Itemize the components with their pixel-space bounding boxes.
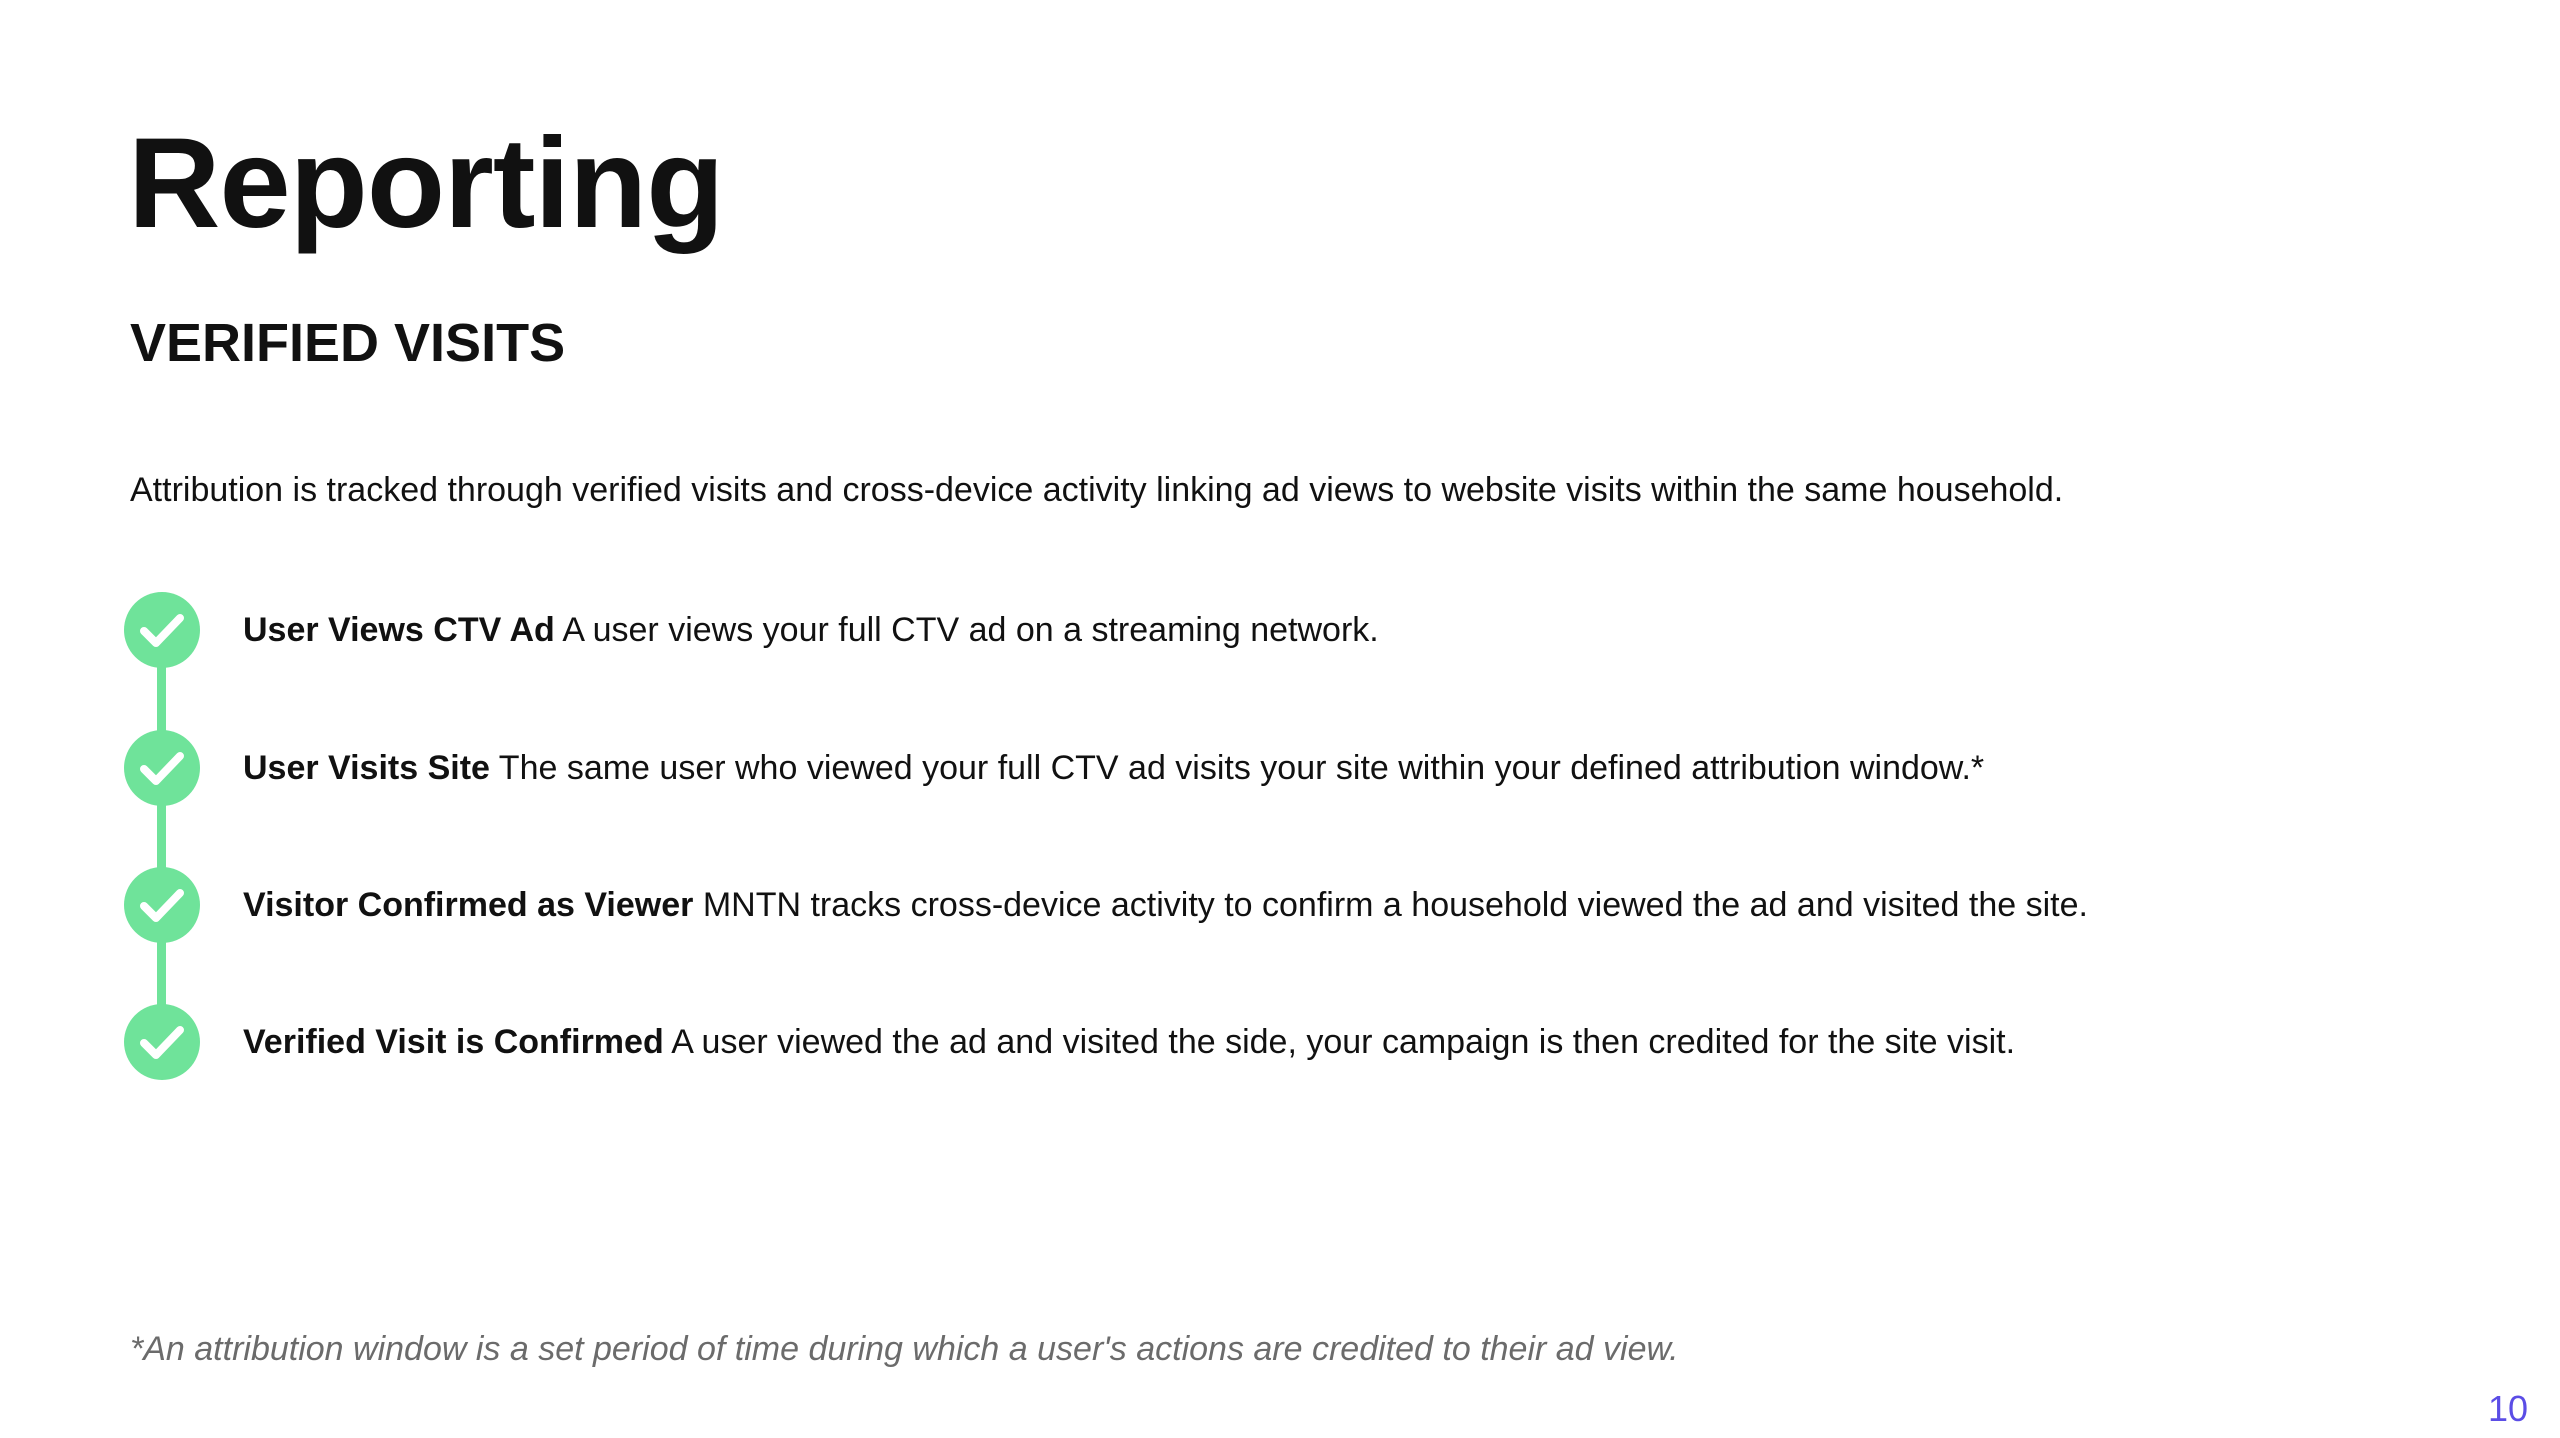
step-title: User Views CTV Ad (243, 611, 555, 649)
step-title: Visitor Confirmed as Viewer (243, 886, 694, 924)
timeline-step-user-views-ad (124, 592, 2424, 668)
footnote: *An attribution window is a set period of time during which a user's actions are credited to their ad view. (130, 1330, 1679, 1368)
check-circle-icon (124, 592, 200, 668)
timeline-step-verified-visit (124, 1004, 2424, 1080)
page-title: Reporting (128, 112, 724, 255)
section-title: VERIFIED VISITS (130, 313, 566, 373)
step-description: MNTN tracks cross-device activity to confirm a household viewed the ad and visited the site. (702, 886, 2088, 924)
verified-visit-timeline (124, 592, 2424, 1082)
timeline-step-user-visits-site (124, 730, 2424, 806)
check-circle-icon (124, 730, 200, 806)
check-circle-icon (124, 867, 200, 943)
page-number: 10 (2487, 1388, 2528, 1429)
timeline-step-visitor-confirmed (124, 867, 2424, 943)
timeline-connector (157, 632, 166, 1042)
step-description: A user views your full CTV ad on a streaming network. (562, 611, 1379, 649)
step-text (243, 1022, 2015, 1062)
step-title: User Visits Site (243, 749, 490, 787)
step-description: A user viewed the ad and visited the side, your campaign is then credited for the site visit. (671, 1023, 2016, 1061)
step-text (243, 885, 2088, 925)
intro-paragraph: Attribution is tracked through verified visits and cross-device activity linking ad views to website visits within the same household. (130, 471, 2064, 509)
check-circle-icon (124, 1004, 200, 1080)
step-text (243, 748, 1984, 788)
step-description: The same user who viewed your full CTV ad visits your site within your defined attribution window.* (498, 749, 1985, 787)
step-title: Verified Visit is Confirmed (243, 1023, 664, 1061)
step-text (243, 610, 1379, 650)
